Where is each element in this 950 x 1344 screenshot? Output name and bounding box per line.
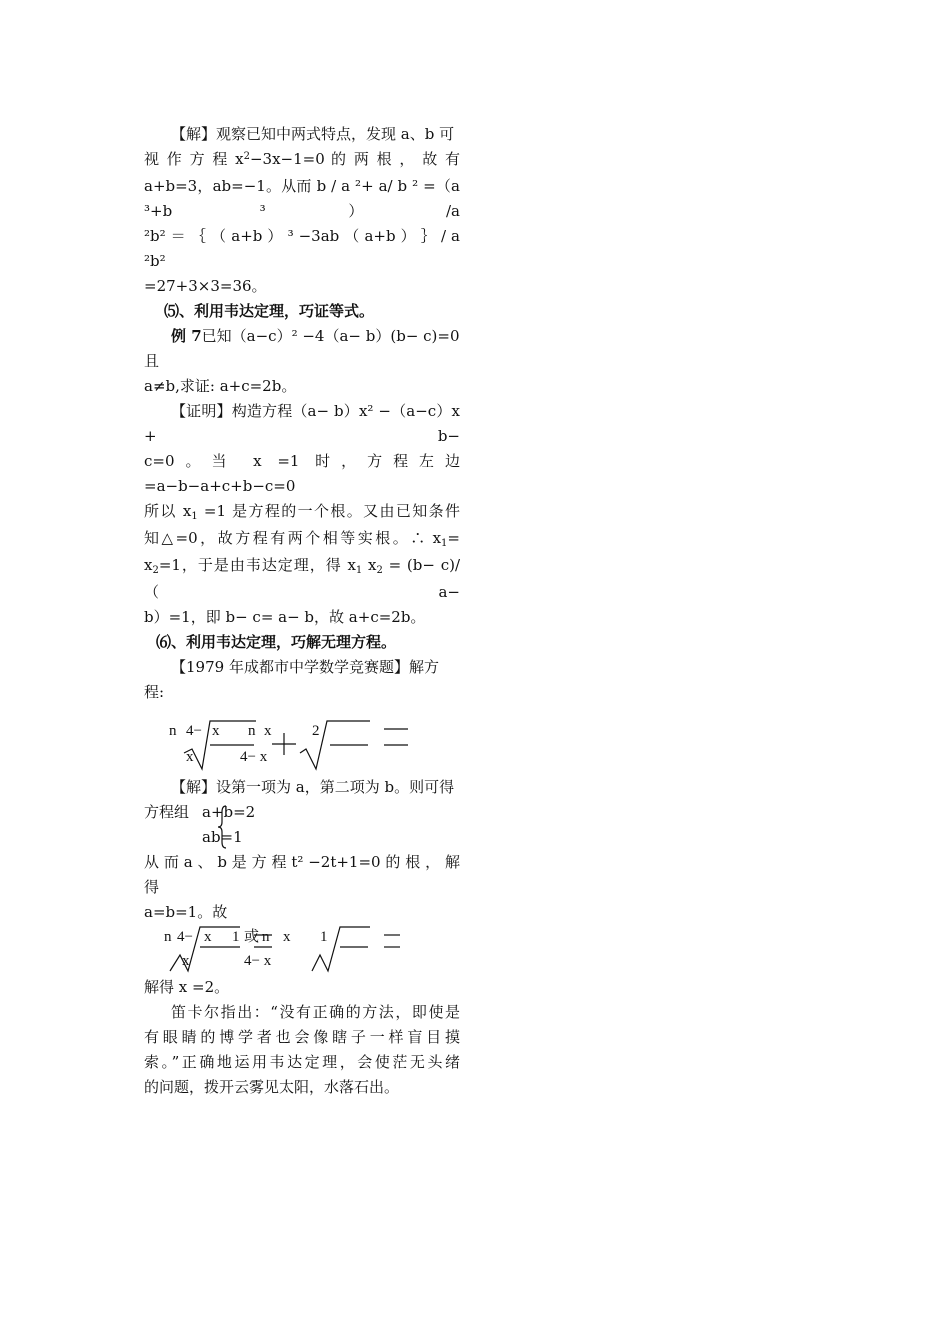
section-heading: ⑸、利用韦达定理，巧证等式。 bbox=[164, 302, 375, 320]
paragraph-line: a+b=3，ab=−1。从而 b / a ²+ a/ b ² =（a ³+b ³）/a bbox=[144, 177, 460, 220]
solution-line: a=b=1。故 bbox=[144, 903, 228, 921]
paragraph-line: =27+3×3=36。 bbox=[144, 277, 267, 295]
solution-line: 【解】设第一项为 a，第二项为 b。则可得 bbox=[171, 778, 455, 796]
solution-line: 解得 x =2。 bbox=[144, 978, 230, 996]
quote-line: 有眼睛的博学者也会像瞎子一样盲目摸 bbox=[144, 1028, 460, 1046]
proof-line: c=0。当 x =1 时，方程左边=a−b−a+c+b−c=0 bbox=[144, 452, 460, 495]
proof-line: b）=1，即 b− c= a− b，故 a+c=2b。 bbox=[144, 608, 426, 626]
brace-icon bbox=[218, 804, 238, 850]
equation-1-strokes bbox=[144, 719, 444, 773]
example-line: 例 7已知（a−c）² −4（a− b）(b− c)=0 且 bbox=[144, 327, 460, 370]
equation-2: n 4− x 1 或 n x x 4− x 1 bbox=[144, 925, 460, 975]
equation-system: 方程组 a+b=2 ab=1 bbox=[144, 800, 460, 850]
paragraph: 【解】观察已知中两式特点，发现 a、b 可 bbox=[171, 125, 455, 143]
proof-line: 所以 $x_1 =1$ 是方程的一个根。又由已知条件 bbox=[144, 502, 460, 522]
example-label: 例 7 bbox=[171, 327, 202, 345]
proof-line: 知△=0，故方程有两个相等实根。∴ $x_1=$ bbox=[144, 529, 460, 549]
quote-line: 的问题，拨开云雾见太阳，水落石出。 bbox=[144, 1078, 400, 1096]
document-body bbox=[144, 122, 460, 1100]
paragraph-line: 视 作 方 程 $x^2-3x-1=0$ 的 两 根 ， 故 有 bbox=[144, 150, 460, 168]
problem-line: 程: bbox=[144, 683, 165, 701]
equation-1: n 4− x n x x 4− x 2 bbox=[144, 719, 460, 773]
solution-line: 从 而 a 、 b 是 方 程 t² −2t+1=0 的 根 ， 解 得 bbox=[144, 853, 460, 896]
example-line: a≠b,求证: a+c=2b。 bbox=[144, 377, 297, 395]
proof-line: 【证明】构造方程（a− b）x² −（a−c）x + b− bbox=[144, 402, 460, 445]
quote-line: 笛卡尔指出：“没有正确的方法，即使是 bbox=[171, 1003, 460, 1021]
paragraph-line: ²b² ＝ ｛ （ a+b ） ³ −3ab （ a+b ） ｝ / a ²b² bbox=[144, 227, 460, 270]
problem-line: 【1979 年成都市中学数学竞赛题】解方 bbox=[171, 658, 439, 676]
equation-2-strokes bbox=[144, 925, 444, 975]
quote-line: 索。”正确地运用韦达定理，会使茫无头绪 bbox=[144, 1053, 460, 1071]
proof-line: $x_2=1$，于是由韦达定理，得 $x_1$ $x_2 = (b- c)/(a-$ bbox=[144, 556, 461, 601]
section-heading: ⑹、利用韦达定理，巧解无理方程。 bbox=[156, 633, 397, 651]
